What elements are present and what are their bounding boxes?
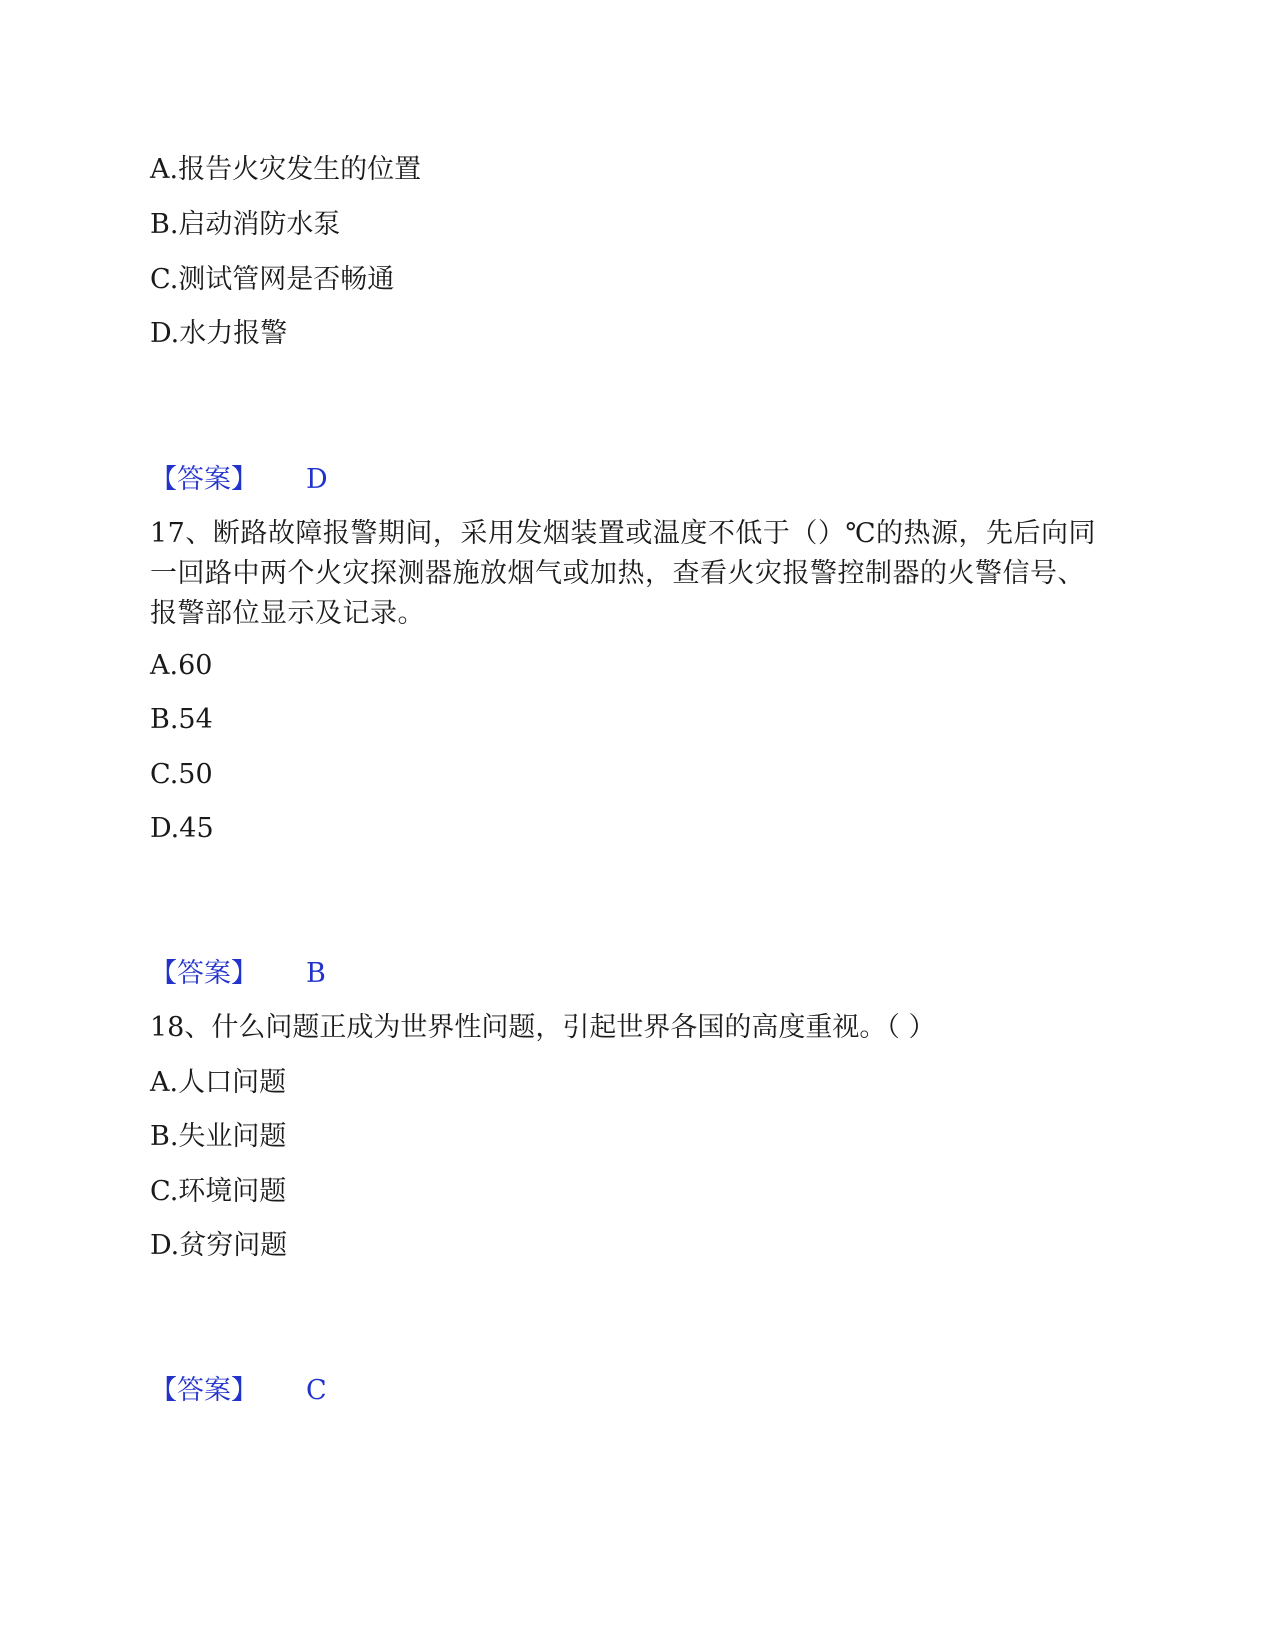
q17-option-c: C.50 <box>150 759 213 790</box>
q18-option-d: D.贫穷问题 <box>150 1230 288 1261</box>
answer-label: 【答案】 <box>150 464 258 495</box>
q18-option-c: C.环境问题 <box>150 1176 287 1207</box>
answer-label: 【答案】 <box>150 958 258 989</box>
q16-option-c: C.测试管网是否畅通 <box>150 264 395 295</box>
answer-value: C <box>306 1375 327 1406</box>
q18-option-a: A.人口问题 <box>150 1067 287 1098</box>
q17-option-b: B.54 <box>150 704 213 735</box>
answer-label: 【答案】 <box>150 1375 258 1406</box>
q16-option-d: D.水力报警 <box>150 318 288 349</box>
answer-value: D <box>306 464 328 495</box>
q16-option-b: B.启动消防水泵 <box>150 209 341 240</box>
q16-answer <box>150 460 328 500</box>
q18-option-b: B.失业问题 <box>150 1121 287 1152</box>
q17-option-d: D.45 <box>150 813 214 844</box>
q17-question: 17、断路故障报警期间，采用发烟装置或温度不低于（）℃的热源，先后向同一回路中两个火灾探测器施放烟气或加热，查看火灾报警控制器的火警信号、报警部位显示及记录。 <box>150 518 1097 629</box>
q16-option-a: A.报告火灾发生的位置 <box>150 154 422 185</box>
q17-option-a: A.60 <box>150 650 213 681</box>
q18-question: 18、什么问题正成为世界性问题，引起世界各国的高度重视。（ ） <box>150 1012 936 1043</box>
q18-answer <box>150 1371 327 1411</box>
q17-answer <box>150 954 326 994</box>
answer-value: B <box>306 958 326 989</box>
